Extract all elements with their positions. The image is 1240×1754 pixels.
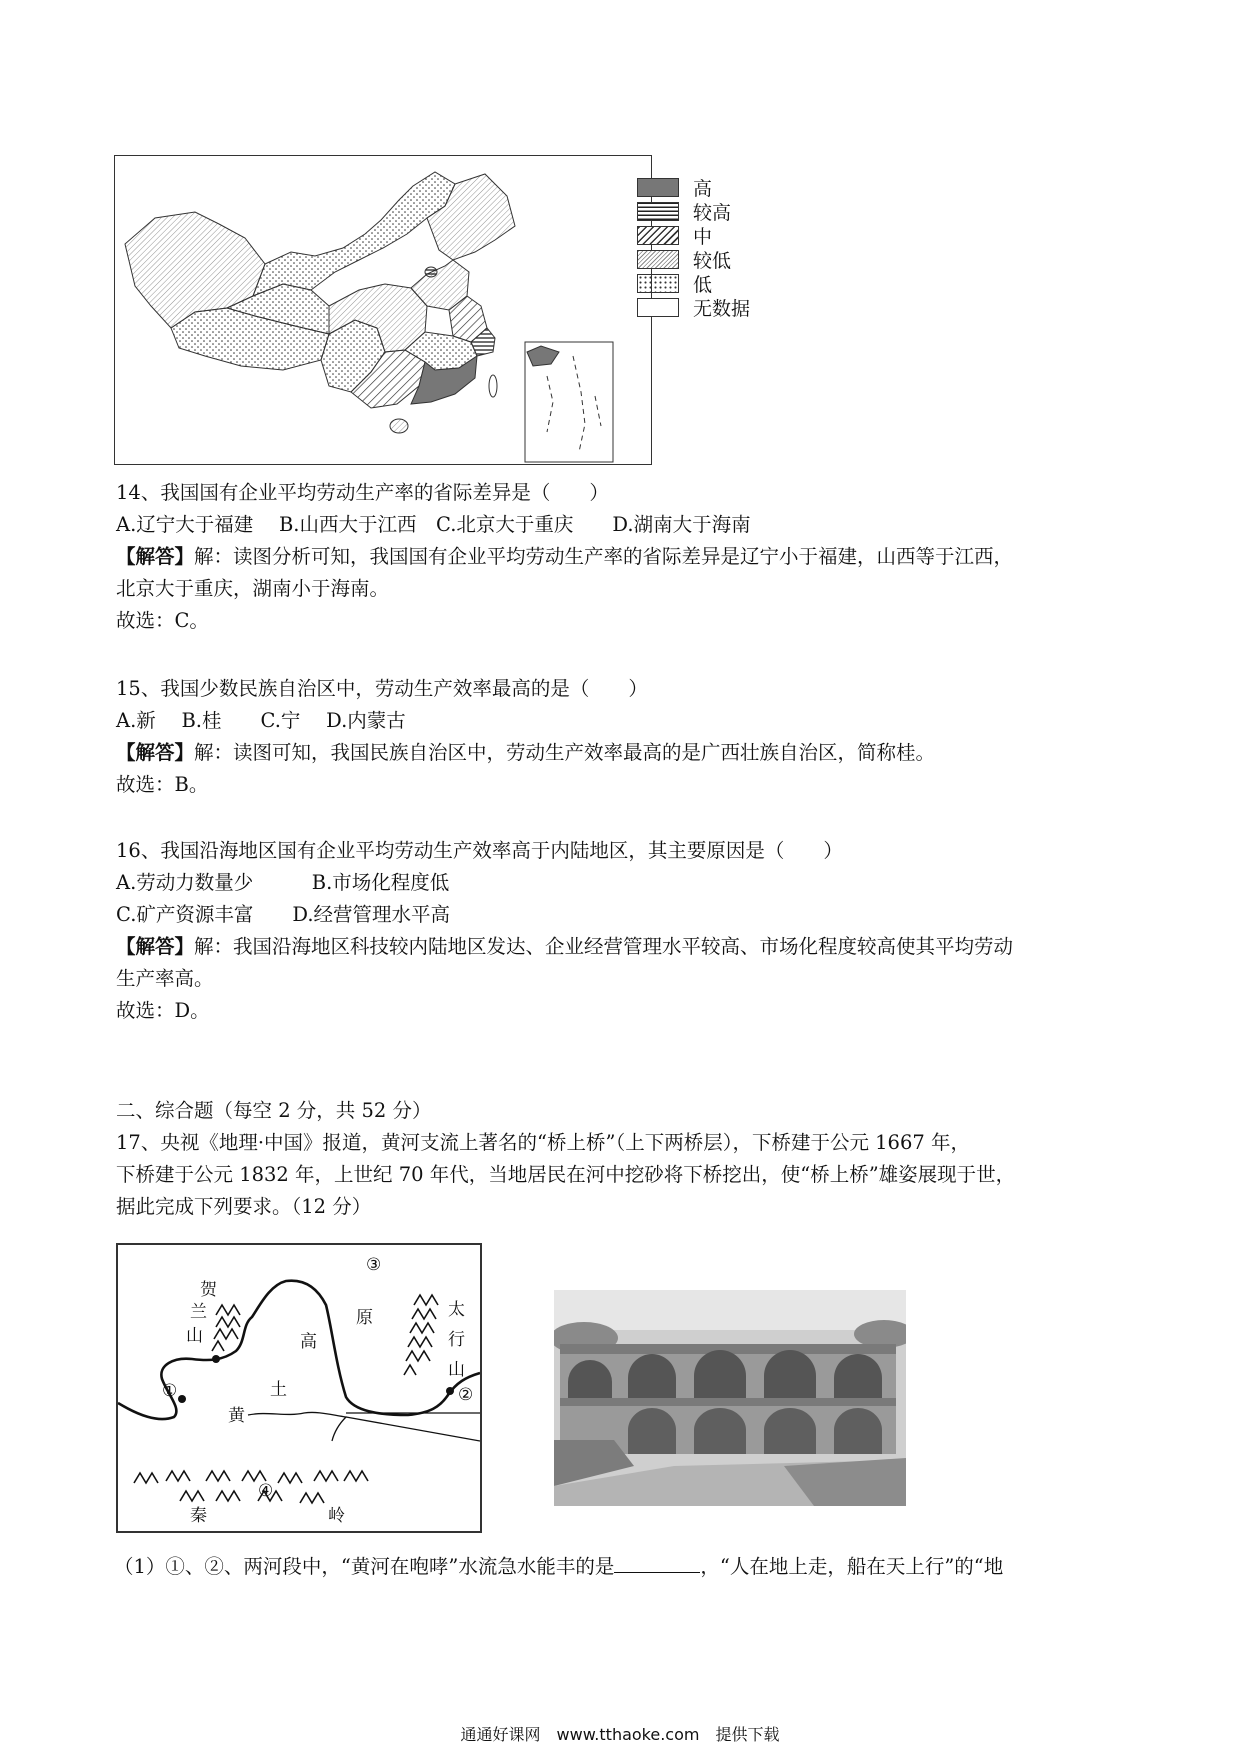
q16-stem: 16、我国沿海地区国有企业平均劳动生产效率高于内陆地区，其主要原因是（ ）	[116, 839, 843, 862]
q14-choice: 故选：C。	[116, 609, 209, 632]
q17-line2: 下桥建于公元 1832 年，上世纪 70 年代，当地居民在河中挖砂将下桥挖出，使“桥上桥”雄姿展现于世，	[116, 1163, 1016, 1186]
q14-stem: 14、我国国有企业平均劳动生产率的省际差异是（ ）	[116, 481, 609, 504]
q15-stem: 15、我国少数民族自治区中，劳动生产效率最高的是（ ）	[116, 677, 648, 700]
q17-sub1	[114, 1550, 1003, 1582]
q17-line3: 据此完成下列要求。（12 分）	[116, 1195, 372, 1218]
label-qin: 秦	[190, 1506, 207, 1526]
marker-1: ①	[162, 1381, 178, 1401]
loess-plateau-map	[116, 1243, 482, 1533]
q16-options-line1: A.劳动力数量少 B.市场化程度低	[116, 871, 450, 894]
label-hang: 行	[448, 1330, 465, 1350]
legend-label: 较高	[693, 202, 732, 224]
bridge-photo	[554, 1290, 906, 1506]
page-footer: 通通好课网 www.tthaoke.com 提供下载	[460, 1725, 780, 1744]
label-yuan: 原	[356, 1308, 373, 1328]
label-tai: 太	[448, 1300, 465, 1320]
q14-options: A.辽宁大于福建 B.山西大于江西 C.北京大于重庆 D.湖南大于海南	[116, 513, 751, 536]
label-shan2: 山	[448, 1360, 465, 1380]
answer-text: 解：读图分析可知，我国国有企业平均劳动生产率的省际差异是辽宁小于福建，山西等于江西，	[194, 545, 1014, 568]
answer-tag: 【解答】	[116, 545, 195, 568]
answer-tag: 【解答】	[116, 741, 195, 764]
label-tu: 土	[270, 1380, 287, 1400]
legend-swatch	[637, 298, 679, 317]
legend-label: 高	[693, 178, 713, 200]
label-huang: 黄	[228, 1406, 245, 1426]
q17-sub1-pre: （1）①、②、两河段中，“黄河在咆哮”水流急水能丰的是	[114, 1555, 615, 1578]
legend-label: 无数据	[693, 298, 751, 320]
label-lan: 兰	[190, 1302, 207, 1322]
legend-swatch	[637, 250, 679, 269]
section2-heading: 二、综合题（每空 2 分，共 52 分）	[116, 1099, 432, 1122]
q14-answer-line1	[116, 542, 1013, 572]
legend-label: 低	[693, 274, 713, 296]
bridge-photo-graphic	[554, 1290, 906, 1506]
q16-options-line2: C.矿产资源丰富 D.经营管理水平高	[116, 903, 451, 926]
marker-4: ④	[258, 1481, 274, 1501]
label-he: 贺	[200, 1280, 217, 1300]
legend-swatch	[637, 274, 679, 293]
answer-blank[interactable]	[614, 1550, 700, 1573]
q15-choice: 故选：B。	[116, 773, 209, 796]
q16-answer-line1	[116, 932, 1013, 962]
q17-sub1-post: ，“人在地上走，船在天上行”的“地	[700, 1555, 1004, 1578]
legend-label: 较低	[693, 250, 732, 272]
q16-answer-line2: 生产率高。	[116, 967, 214, 990]
marker-2: ②	[458, 1385, 474, 1405]
legend-label: 中	[693, 226, 713, 248]
legend-swatch	[637, 202, 679, 221]
q16-choice: 故选：D。	[116, 999, 210, 1022]
answer-text: 解：我国沿海地区科技较内陆地区发达、企业经营管理水平较高、市场化程度较高使其平均劳动	[194, 935, 1014, 958]
china-productivity-map	[114, 155, 751, 465]
label-ling: 岭	[328, 1506, 345, 1526]
answer-tag: 【解答】	[116, 935, 195, 958]
answer-text: 解：读图可知，我国民族自治区中，劳动生产效率最高的是广西壮族自治区，简称桂。	[194, 741, 936, 764]
legend-swatch	[637, 178, 679, 197]
q15-options: A.新 B.桂 C.宁 D.内蒙古	[116, 709, 406, 732]
q15-answer-line1	[116, 738, 935, 768]
label-shan: 山	[186, 1326, 203, 1346]
marker-3: ③	[366, 1255, 382, 1275]
q14-answer-line2: 北京大于重庆，湖南小于海南。	[116, 577, 390, 600]
label-gao: 高	[300, 1332, 317, 1352]
q17-line1: 17、央视《地理·中国》报道，黄河支流上著名的“桥上桥”（上下两桥层），下桥建于公元 1667 年，	[116, 1131, 970, 1154]
legend-swatch	[637, 226, 679, 245]
china-map-graphic	[115, 156, 651, 464]
